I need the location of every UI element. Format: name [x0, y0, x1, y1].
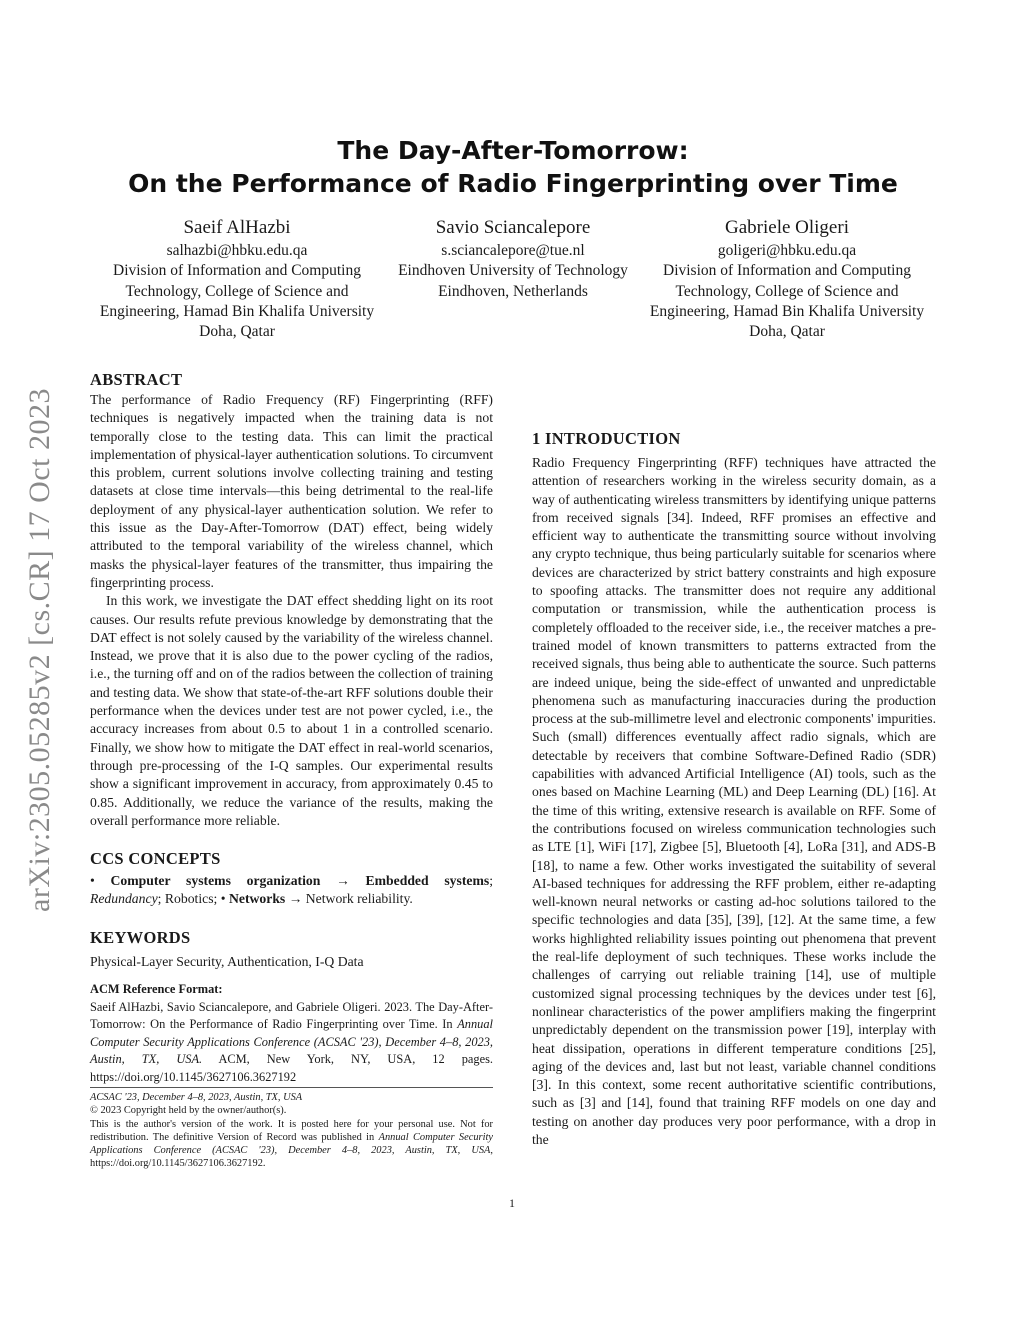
arxiv-id: arXiv:2305.05285v2 [cs.CR] 17 Oct 2023 [23, 388, 57, 912]
author-affiliation: Division of Information and Computing Technology, College of Science and Engineering, Hamad Bin Khalifa University [99, 262, 375, 320]
ccs-arrow: → [285, 891, 306, 907]
notice-venue: Annual Computer Security Applications Conference (ACSAC '23), December 4–8, 2023, Austin, TX, USA [90, 1131, 493, 1157]
ccs-concepts [90, 872, 493, 909]
abstract-heading: ABSTRACT [90, 370, 183, 389]
author-email[interactable]: goligeri@hbku.edu.qa [717, 242, 857, 259]
ccs-term: Computer systems organization [110, 873, 321, 889]
footnote-venue-text: ACSAC '23, December 4–8, 2023, Austin, TX, USA [90, 1092, 303, 1103]
notice-doi[interactable]: , https://doi.org/10.1145/3627106.3627192. [90, 1145, 493, 1170]
abstract-paragraph-1: The performance of Radio Frequency (RF) Fingerprinting (RFF) techniques is negatively impacted when the training data is not temporally close to the testing data. This can limit the practical implementation of physical-layer authentication solutions. To circumvent this problem, current solutions involve collecting training and testing datasets at close time intervals—this being detrimental to the real-life deployment of any physical-layer authentication solution. We refer to this issue as the Day-After-Tomorrow (DAT) effect, being widely attributed to the temporal variability of the wireless channel, which masks the physical-layer features of the transmitter, thus impairing the fingerprinting process. [90, 392, 493, 590]
title-line-1: The Day-After-Tomorrow: [337, 136, 689, 165]
abstract-paragraph-2: In this work, we investigate the DAT effect shedding light on its root causes. Our results refute previous knowledge by demonstrating that the DAT effect is not solely caused by the variability of the wireless channel. Instead, we prove that it is also due to the power cycling of the radios, i.e., the turning off and on of the radios between the collection of training and testing data. We show that state-of-the-art RFF solutions double their performance when the devices under test are not power cycled, i.e., the accuracy increases from about 0.5 to about 1 in a controlled scenario. Finally, we show how to mitigate the DAT effect in real-world scenarios, through pre-processing of the I-Q samples. Our experimental results show a significant improvement in accuracy, from approximately 0.45 to 0.85. Additionally, we reduce the variance of the results, making the overall performance more reliable. [90, 593, 493, 828]
acm-reference-venue: Annual Computer Security Applications Conference (ACSAC '23), December 4–8, 2023, Austin, TX, USA. [90, 1017, 493, 1067]
acm-reference-doi[interactable]: ACM, New York, NY, USA, 12 pages. https://doi.org/10.1145/3627106.3627192 [90, 1052, 494, 1084]
footnote-notice [90, 1118, 493, 1171]
left-column [90, 369, 493, 1086]
ccs-bullet: • [220, 891, 226, 907]
ccs-arrow: → [320, 873, 366, 889]
author-block-3 [642, 215, 932, 342]
acm-reference-text: Saeif AlHazbi, Savio Sciancalepore, and Gabriele Oligeri. 2023. The Day-After-Tomorrow: On the Performance of Radio Fingerprinting over Time. In [90, 999, 493, 1032]
ccs-bullet: • [90, 873, 95, 889]
author-affiliation: Division of Information and Computing Technology, College of Science and Engineering, Hamad Bin Khalifa University [649, 262, 925, 320]
notice-text: This is the author's version of the work. It is posted here for your personal use. Not for redistribution. The definitive Version of Record was published in [90, 1118, 493, 1143]
author-name: Savio Sciancalepore [435, 217, 591, 238]
ccs-separator: ; [489, 873, 493, 889]
introduction-heading: 1 INTRODUCTION [532, 429, 681, 448]
author-email[interactable]: s.sciancalepore@tue.nl [441, 242, 585, 259]
acm-reference [90, 981, 493, 1086]
ccs-term: Redundancy [90, 891, 158, 907]
keywords-heading: KEYWORDS [90, 927, 191, 947]
ccs-term: ; Robotics; [157, 891, 221, 907]
author-location: Doha, Qatar [749, 323, 825, 341]
ccs-term: Network reliability. [305, 891, 413, 907]
right-column [532, 375, 936, 1149]
footnote-copyright: © 2023 Copyright held by the owner/author(s). [90, 1105, 287, 1117]
footnote-rule [90, 1087, 493, 1088]
title-line-2: On the Performance of Radio Fingerprinting over Time [128, 169, 898, 198]
acm-reference-heading: ACM Reference Format: [90, 982, 223, 997]
author-location: Eindhoven, Netherlands [438, 282, 588, 300]
author-affiliation: Eindhoven University of Technology [398, 262, 628, 280]
author-name: Saeif AlHazbi [183, 217, 291, 238]
introduction-paragraph: Radio Frequency Fingerprinting (RFF) techniques have attracted the attention of researchers working in the wireless security domain, as a way of authenticating wireless transmitters by identifying unique patterns from received signals [34]. Indeed, RFF promises an effective and efficient way to authenticate the transmitting source without involving any crypto technique, thus being particularly suitable for scenarios where devices are characterized by strict battery constraints and high exposure to spoofing attacks. The transmitter does not require any additional computation or transmission, while the authentication process is completely offloaded to the receiver side, i.e., the receiver matches a pre-trained model of known transmitters to patterns extracted from the received signals, thus being able to authenticate the source. Such patterns are indeed unique, being the side-effect of unwanted and unpredictable phenomena such as manufacturing inaccuracies during the production process at the sub-millimetre level and electronic components' impurities. Such (small) differences eventually affect radio signals, which are detectable by receivers that combine Software-Defined Radio (SDR) capabilities with advanced Artificial Intelligence (AI) tools, such as the ones based on Machine Learning (ML) and Deep Learning (DL) [16]. At the time of this writing, extensive research is available on RFF. Some of the contributions focused on wireless communication technologies such as LTE [1], WiFi [17], Zigbee [5], Bluetooth [4], LoRa [31], and ADS-B [18], to name a few. Other works investigated the suitability of several AI-based techniques for addressing the RFF problem, either re-adapting well-known neural networks or casting ad-hoc solutions tailored to the specific technologies and data [35], [39], [12]. At the same time, a few works highlighted reliability issues pointing out phenomena that prevent the real-life deployment of such techniques. These works include the challenges of carrying out reliable training [14], use of multiple customized signal processing techniques by the devices under test [6], nonlinear characteristics of the power amplifiers making the fingerprint unpredictably dependent on the transmission power [19], interplay with heat dissipation, operations in different temperature conditions [25], aging of the devices and, last but not least, variable channel conditions [3]. In this context, some recent authoritative scientific contributions, such as [3] and [14], found that training RFF models on one day and testing on another day produces very poor performance, with a drop in the [532, 455, 936, 1147]
arxiv-watermark [10, 360, 70, 940]
ccs-term: Embedded systems [365, 873, 490, 889]
page-number: 1 [509, 1196, 515, 1210]
author-email[interactable]: salhazbi@hbku.edu.qa [166, 242, 308, 259]
footnote [90, 1087, 493, 1171]
author-location: Doha, Qatar [199, 323, 275, 341]
ccs-term: Networks [229, 891, 286, 907]
author-block-1 [92, 215, 382, 342]
keywords-text: Physical-Layer Security, Authentication, I-Q Data [90, 953, 364, 969]
author-name: Gabriele Oligeri [725, 217, 849, 238]
author-block-2 [368, 215, 658, 302]
footnote-venue [90, 1091, 493, 1104]
ccs-heading: CCS CONCEPTS [90, 849, 221, 869]
paper-title [90, 134, 936, 200]
